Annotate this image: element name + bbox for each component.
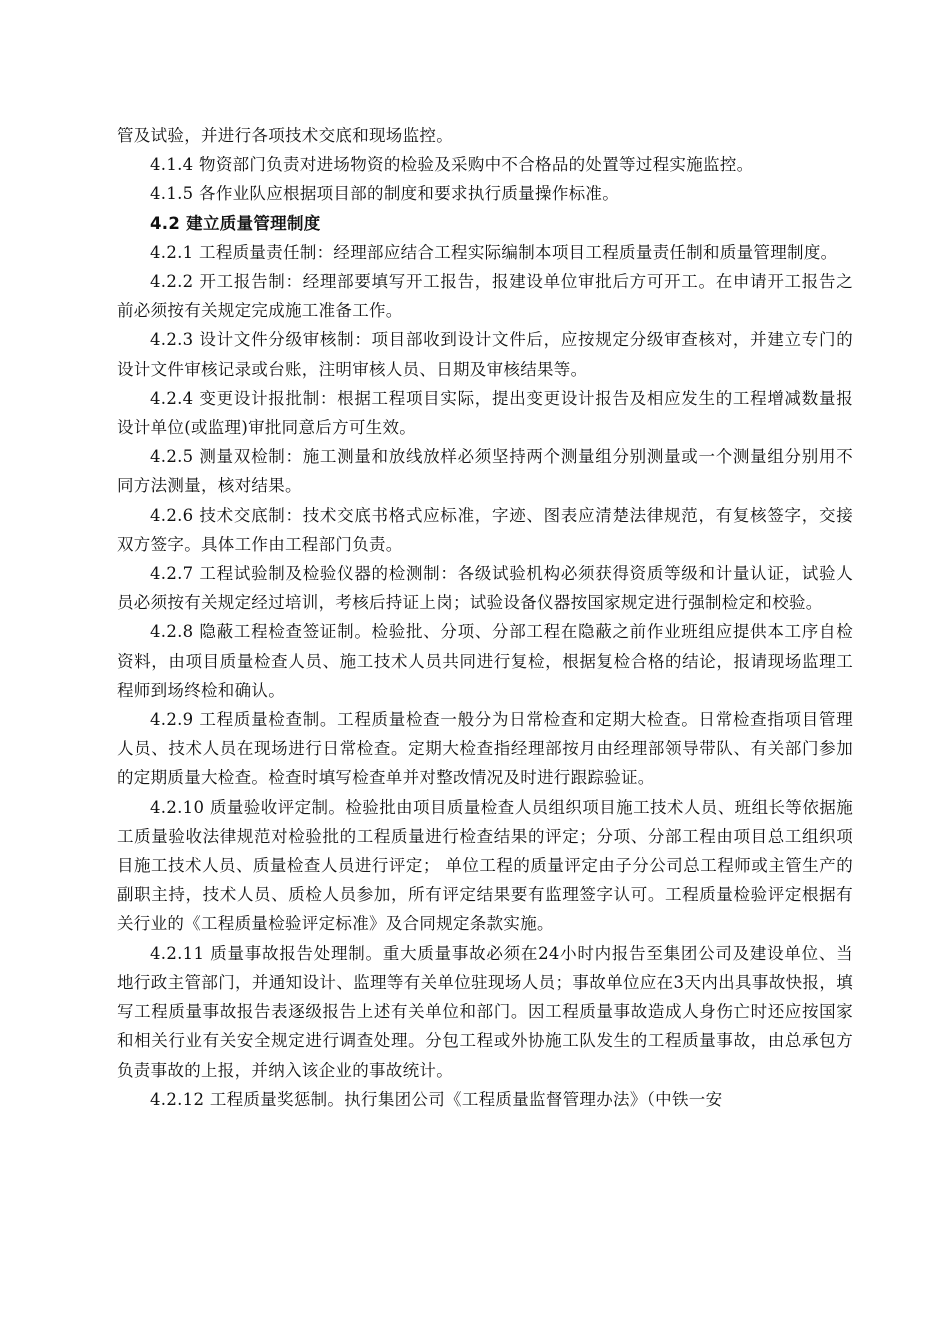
paragraph-4-2-8: 4.2.8 隐蔽工程检查签证制。检验批、分项、分部工程在隐蔽之前作业班组应提供本工序自检资料，由项目质量检查人员、施工技术人员共同进行复检，根据复检合格的结论，报请现场监理工程师到场终检和确认。 [117,622,853,700]
paragraph-4-2-5: 4.2.5 测量双检制：施工测量和放线放样必须坚持两个测量组分别测量或一个测量组分别用不同方法测量，核对结果。 [117,447,853,496]
paragraph-4-2-10: 4.2.10 质量验收评定制。检验批由项目质量检查人员组织项目施工技术人员、班组长等依据施工质量验收法律规范对检验批的工程质量进行检查结果的评定；分项、分部工程由项目总工组织项目施工技术人员、质量检查人员进行评定； 单位工程的质量评定由子分公司总工程师或主管生产的副职主持，技术人员、质检人员参加，所有评定结果要有监理签字认可。工程质量检验评定根据有关行业的《工程质量检验评定标准》及合同规定条款实施。 [117,797,853,934]
paragraph-4-1-4: 4.1.4 物资部门负责对进场物资的检验及采购中不合格品的处置等过程实施监控。 [150,155,754,175]
paragraph-4-1-5: 4.1.5 各作业队应根据项目部的制度和要求执行质量操作标准。 [150,184,620,204]
paragraph-4-2-7: 4.2.7 工程试验制及检验仪器的检测制：各级试验机构必须获得资质等级和计量认证，试验人员必须按有关规定经过培训，考核后持证上岗；试验设备仪器按国家规定进行强制检定和校验。 [117,564,853,613]
paragraph-4-2-2: 4.2.2 开工报告制：经理部要填写开工报告，报建设单位审批后方可开工。在申请开工报告之前必须按有关规定完成施工准备工作。 [117,272,853,321]
section-heading-4-2: 4.2 建立质量管理制度 [150,213,321,233]
paragraph-4-2-12: 4.2.12 工程质量奖惩制。执行集团公司《工程质量监督管理办法》（中铁一安 [150,1089,723,1109]
paragraph-continuation: 管及试验，并进行各项技术交底和现场监控。 [117,126,453,145]
paragraph-4-2-4: 4.2.4 变更设计报批制：根据工程项目实际，提出变更设计报告及相应发生的工程增减数量报设计单位(或监理)审批同意后方可生效。 [117,388,853,438]
paragraph-4-2-6: 4.2.6 技术交底制：技术交底书格式应标准，字迹、图表应清楚法律规范，有复核签字，交接双方签字。具体工作由工程部门负责。 [117,505,853,554]
paragraph-4-2-1: 4.2.1 工程质量责任制：经理部应结合工程实际编制本项目工程质量责任制和质量管理制度。 [150,242,838,262]
paragraph-4-2-11: 4.2.11 质量事故报告处理制。重大质量事故必须在24小时内报告至集团公司及建设单位、当地行政主管部门，并通知设计、监理等有关单位驻现场人员；事故单位应在3天内出具事故快报，填写工程质量事故报告表逐级报告上述有关单位和部门。因工程质量事故造成人身伤亡时还应按国家和相关行业有关安全规定进行调查处理。分包工程或外协施工队发生的工程质量事故，由总承包方负责事故的上报，并纳入该企业的事故统计。 [117,943,853,1080]
paragraph-4-2-3: 4.2.3 设计文件分级审核制：项目部收到设计文件后，应按规定分级审查核对，并建立专门的设计文件审核记录或台账，注明审核人员、日期及审核结果等。 [117,330,853,379]
paragraph-4-2-9: 4.2.9 工程质量检查制。工程质量检查一般分为日常检查和定期大检查。日常检查指项目管理人员、技术人员在现场进行日常检查。定期大检查指经理部按月由经理部领导带队、有关部门参加的定期质量大检查。检查时填写检查单并对整改情况及时进行跟踪验证。 [117,710,853,788]
document-body [117,121,853,1114]
